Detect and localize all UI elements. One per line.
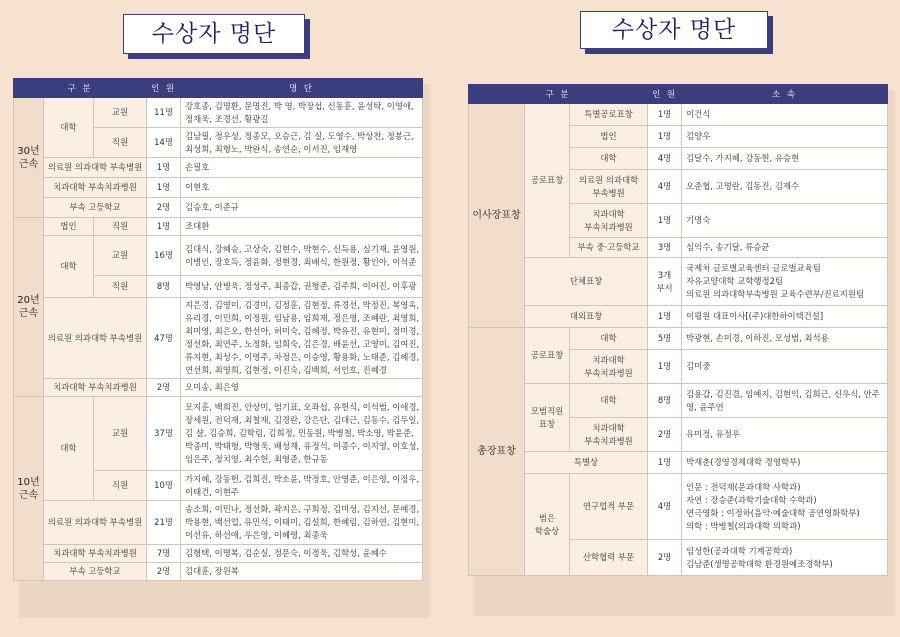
table-row (14, 563, 423, 581)
row-count: 2명 (648, 540, 682, 576)
left-header-count: 인 원 (147, 79, 181, 98)
table-row (469, 258, 888, 306)
row-category: 연구업적 부문 (570, 474, 648, 540)
subgroup-team: 단체표창 (525, 258, 648, 306)
row-names: 오준협, 고명란, 김동진, 김재수 (682, 170, 888, 204)
row-category: 의료원 의과대학 부속병원 (44, 158, 147, 178)
row-category: 대학 (570, 328, 648, 350)
row-category: 의료원 의과대학 부속병원 (44, 298, 147, 379)
table-row (14, 379, 423, 397)
row-count: 4명 (648, 148, 682, 170)
table-row (14, 218, 423, 236)
row-names: 김양우 (682, 126, 888, 148)
row-category: 치과대학 부속치과병원 (570, 418, 648, 452)
row-count: 11명 (147, 98, 181, 128)
row-names: 오미송, 최은영 (181, 379, 423, 397)
row-count: 10명 (147, 471, 181, 501)
row-category: 대학 (570, 148, 648, 170)
row-count: 3개 부서 (648, 258, 682, 306)
table-row (14, 158, 423, 178)
row-count: 14명 (147, 128, 181, 158)
right-header-affiliation: 소 속 (682, 85, 888, 104)
row-names: 모지훈, 백희진, 안상미, 엄기표, 오좌섭, 유헌식, 이석범, 이애경, 장세원, 전덕재, 최철재, 김경란, 강은단, 김대근, 김동수, 김두일, 김 샬, 김승희, 김학림, 김희정, 민동원, 박병철, 박소영, 박윤준, 박종미, 박태형, 박형욱, 배성재, 유정석, 이종수, 이지영, 이호성, 임은주, 정치영, 최수헌, 최영준, 한규동 (181, 397, 423, 471)
row-category: 부속 고등학교 (44, 198, 147, 218)
row-subcategory: 직원 (94, 128, 147, 158)
row-names: 가지혜, 강동헌, 김희진, 박소윤, 박정호, 안영준, 이은영, 이정우, 이태건, 이현주 (181, 471, 423, 501)
row-count: 1명 (147, 218, 181, 236)
group-label-30: 30년 근속 (14, 98, 44, 218)
table-row (469, 328, 888, 350)
row-category: 대학 (44, 98, 94, 158)
row-names: 박광현, 손미경, 이하진, 모성범, 최석용 (682, 328, 888, 350)
row-names: 김대훈, 장원복 (181, 563, 423, 581)
row-subcategory: 교원 (94, 98, 147, 128)
right-header-category: 구 분 (469, 85, 648, 104)
left-award-table (13, 78, 423, 581)
subgroup-external: 대외표창 (525, 306, 648, 328)
row-names: 조대환 (181, 218, 423, 236)
row-category: 법인 (44, 218, 94, 236)
row-count: 2명 (147, 379, 181, 397)
group-label-chairman: 이사장표창 (469, 104, 525, 328)
row-names: 이현호 (181, 178, 423, 198)
row-count: 1명 (648, 204, 682, 238)
subgroup-model: 모범직원 표창 (525, 384, 570, 452)
row-count: 4명 (648, 474, 682, 540)
row-count: 37명 (147, 397, 181, 471)
row-names: 인문 : 전덕재(문과대학 사학과) 자연 : 장승준(과학기술대학 수학과) 연극영화 : 이정하(음악·예술대학 공연영화학부) 의학 : 박병철(의과대학 의학과) (682, 474, 888, 540)
subgroup-special: 특별상 (525, 452, 648, 474)
row-category: 치과대학 부속치과병원 (44, 545, 147, 563)
row-category: 특별공로표창 (570, 104, 648, 126)
subgroup-academic: 범은 학술상 (525, 474, 570, 576)
row-category: 대학 (44, 236, 94, 298)
right-award-table (468, 84, 888, 576)
row-category: 산학협력 부문 (570, 540, 648, 576)
table-row (469, 104, 888, 126)
row-names: 김달수, 가지혜, 강동헌, 유승현 (682, 148, 888, 170)
table-row (469, 474, 888, 540)
row-count: 1명 (648, 104, 682, 126)
row-names: 김형택, 이명복, 김순실, 정문숙, 이정욱, 김학성, 윤혜수 (181, 545, 423, 563)
row-names: 김용갑, 김진겸, 임예지, 김현익, 김희근, 신우식, 안주영, 윤주연 (682, 384, 888, 418)
table-row (14, 298, 423, 379)
table-row (469, 384, 888, 418)
row-count: 1명 (147, 158, 181, 178)
row-count: 47명 (147, 298, 181, 379)
row-names: 박재춘(경영경제대학 경영학부) (682, 452, 888, 474)
row-names: 이평원 대표이사[(주)대한하이텍건설] (682, 306, 888, 328)
row-category: 대학 (570, 384, 648, 418)
row-subcategory: 교원 (94, 397, 147, 471)
row-count: 2명 (147, 563, 181, 581)
left-header-names: 명 단 (181, 79, 423, 98)
subgroup-merit: 공로표창 (525, 104, 570, 258)
row-names: 유미정, 유정우 (682, 418, 888, 452)
row-count: 5명 (648, 328, 682, 350)
subgroup-merit-2: 공로표창 (525, 328, 570, 384)
table-row (14, 178, 423, 198)
row-category: 치과대학 부속치과병원 (570, 350, 648, 384)
row-names: 김미중 (682, 350, 888, 384)
right-page-title: 수상자 명단 (580, 11, 768, 49)
table-row (14, 501, 423, 545)
row-names: 김대식, 강혜승, 고상숙, 김현수, 박현수, 신득용, 심기재, 윤영원, 이병인, 장호득, 정윤화, 정현경, 최배식, 한원정, 황인아, 이석준 (181, 236, 423, 276)
row-subcategory: 직원 (94, 276, 147, 298)
row-names: 기명숙 (682, 204, 888, 238)
row-category: 의료원 의과대학 부속병원 (570, 170, 648, 204)
row-count: 1명 (648, 350, 682, 384)
group-label-10: 10년 근속 (14, 397, 44, 581)
row-names: 박영남, 안병욱, 정성주, 최종갑, 권형준, 김주희, 이어진, 이후광 (181, 276, 423, 298)
table-row (14, 545, 423, 563)
left-page-title: 수상자 명단 (123, 14, 305, 54)
row-names: 강호종, 김명환, 문명진, 박 영, 박장섭, 신동훈, 윤성탁, 이영애, 정재욱, 조경선, 황광길 (181, 98, 423, 128)
row-names: 김승호, 이준규 (181, 198, 423, 218)
row-names: 임성한(공과대학 기계공학과) 김남준(생명공학대학 환경원예조경학부) (682, 540, 888, 576)
table-row (14, 397, 423, 471)
row-count: 8명 (147, 276, 181, 298)
row-names: 심익수, 송기달, 류승균 (682, 238, 888, 258)
row-count: 21명 (147, 501, 181, 545)
row-subcategory: 직원 (94, 471, 147, 501)
group-label-20: 20년 근속 (14, 218, 44, 397)
table-row (469, 306, 888, 328)
row-subcategory: 직원 (94, 218, 147, 236)
row-category: 의료원 의과대학 부속병원 (44, 501, 147, 545)
row-category: 대학 (44, 397, 94, 501)
table-row (14, 98, 423, 128)
row-count: 4명 (648, 170, 682, 204)
row-count: 16명 (147, 236, 181, 276)
row-category: 부속 고등학교 (44, 563, 147, 581)
row-count: 7명 (147, 545, 181, 563)
row-count: 1명 (648, 306, 682, 328)
row-names: 국제처 글로벌교육센터 글로벌교육팀 자유교양대학 교학행정2팀 의료원 의과대학부속병원 교육수련부/진료지원팀 (682, 258, 888, 306)
group-label-president: 총장표창 (469, 328, 525, 576)
left-header-row (14, 79, 423, 98)
row-category: 치과대학 부속치과병원 (44, 178, 147, 198)
row-count: 2명 (648, 418, 682, 452)
row-count: 1명 (648, 126, 682, 148)
row-category: 치과대학 부속치과병원 (44, 379, 147, 397)
row-names: 손필호 (181, 158, 423, 178)
right-header-count: 인 원 (648, 85, 682, 104)
row-subcategory: 교원 (94, 236, 147, 276)
row-names: 이건식 (682, 104, 888, 126)
row-count: 2명 (147, 198, 181, 218)
table-row (469, 452, 888, 474)
row-category: 치과대학 부속치과병원 (570, 204, 648, 238)
row-count: 1명 (147, 178, 181, 198)
row-count: 1명 (648, 452, 682, 474)
row-category: 부속 중·고등학교 (570, 238, 648, 258)
row-names: 송소희, 이민나, 정선화, 곽지은, 구희정, 김미성, 김지선, 문예경, 박용현, 백선업, 유민석, 이태미, 김설희, 한혜림, 김하연, 김현미, 이선유, 하선애, 우은영, 이혜영, 최종욱 (181, 501, 423, 545)
row-names: 김남필, 정우성, 정종모, 오승근, 김 실, 도영수, 박상찬, 정봉근, 최성희, 최형노, 박완식, 송연순, 이서진, 임재영 (181, 128, 423, 158)
table-row (14, 198, 423, 218)
row-count: 8명 (648, 384, 682, 418)
row-category: 법인 (570, 126, 648, 148)
right-header-row (469, 85, 888, 104)
row-count: 3명 (648, 238, 682, 258)
left-header-category: 구 분 (14, 79, 147, 98)
row-names: 지은경, 김영미, 김경미, 김정훈, 김현정, 류경선, 박정진, 복영옥, 유리경, 이민희, 이정원, 임남용, 임희재, 정은영, 조혜란, 최영희, 최미영, 최은오, 한선아, 허미숙, 김혜정, 박유진, 유현미, 정미경, 정선화, 최연주, 노정화, 임희숙, 김은경, 배윤선, 고영미, 김여진, 류지현, 최성수, 이영주, 차정은, 이승영, 황용화, 노태준, 김혜경, 연선희, 최영희, 김현정, 이진숙, 김백희, 서인호, 진혜경 (181, 298, 423, 379)
table-row (14, 236, 423, 276)
